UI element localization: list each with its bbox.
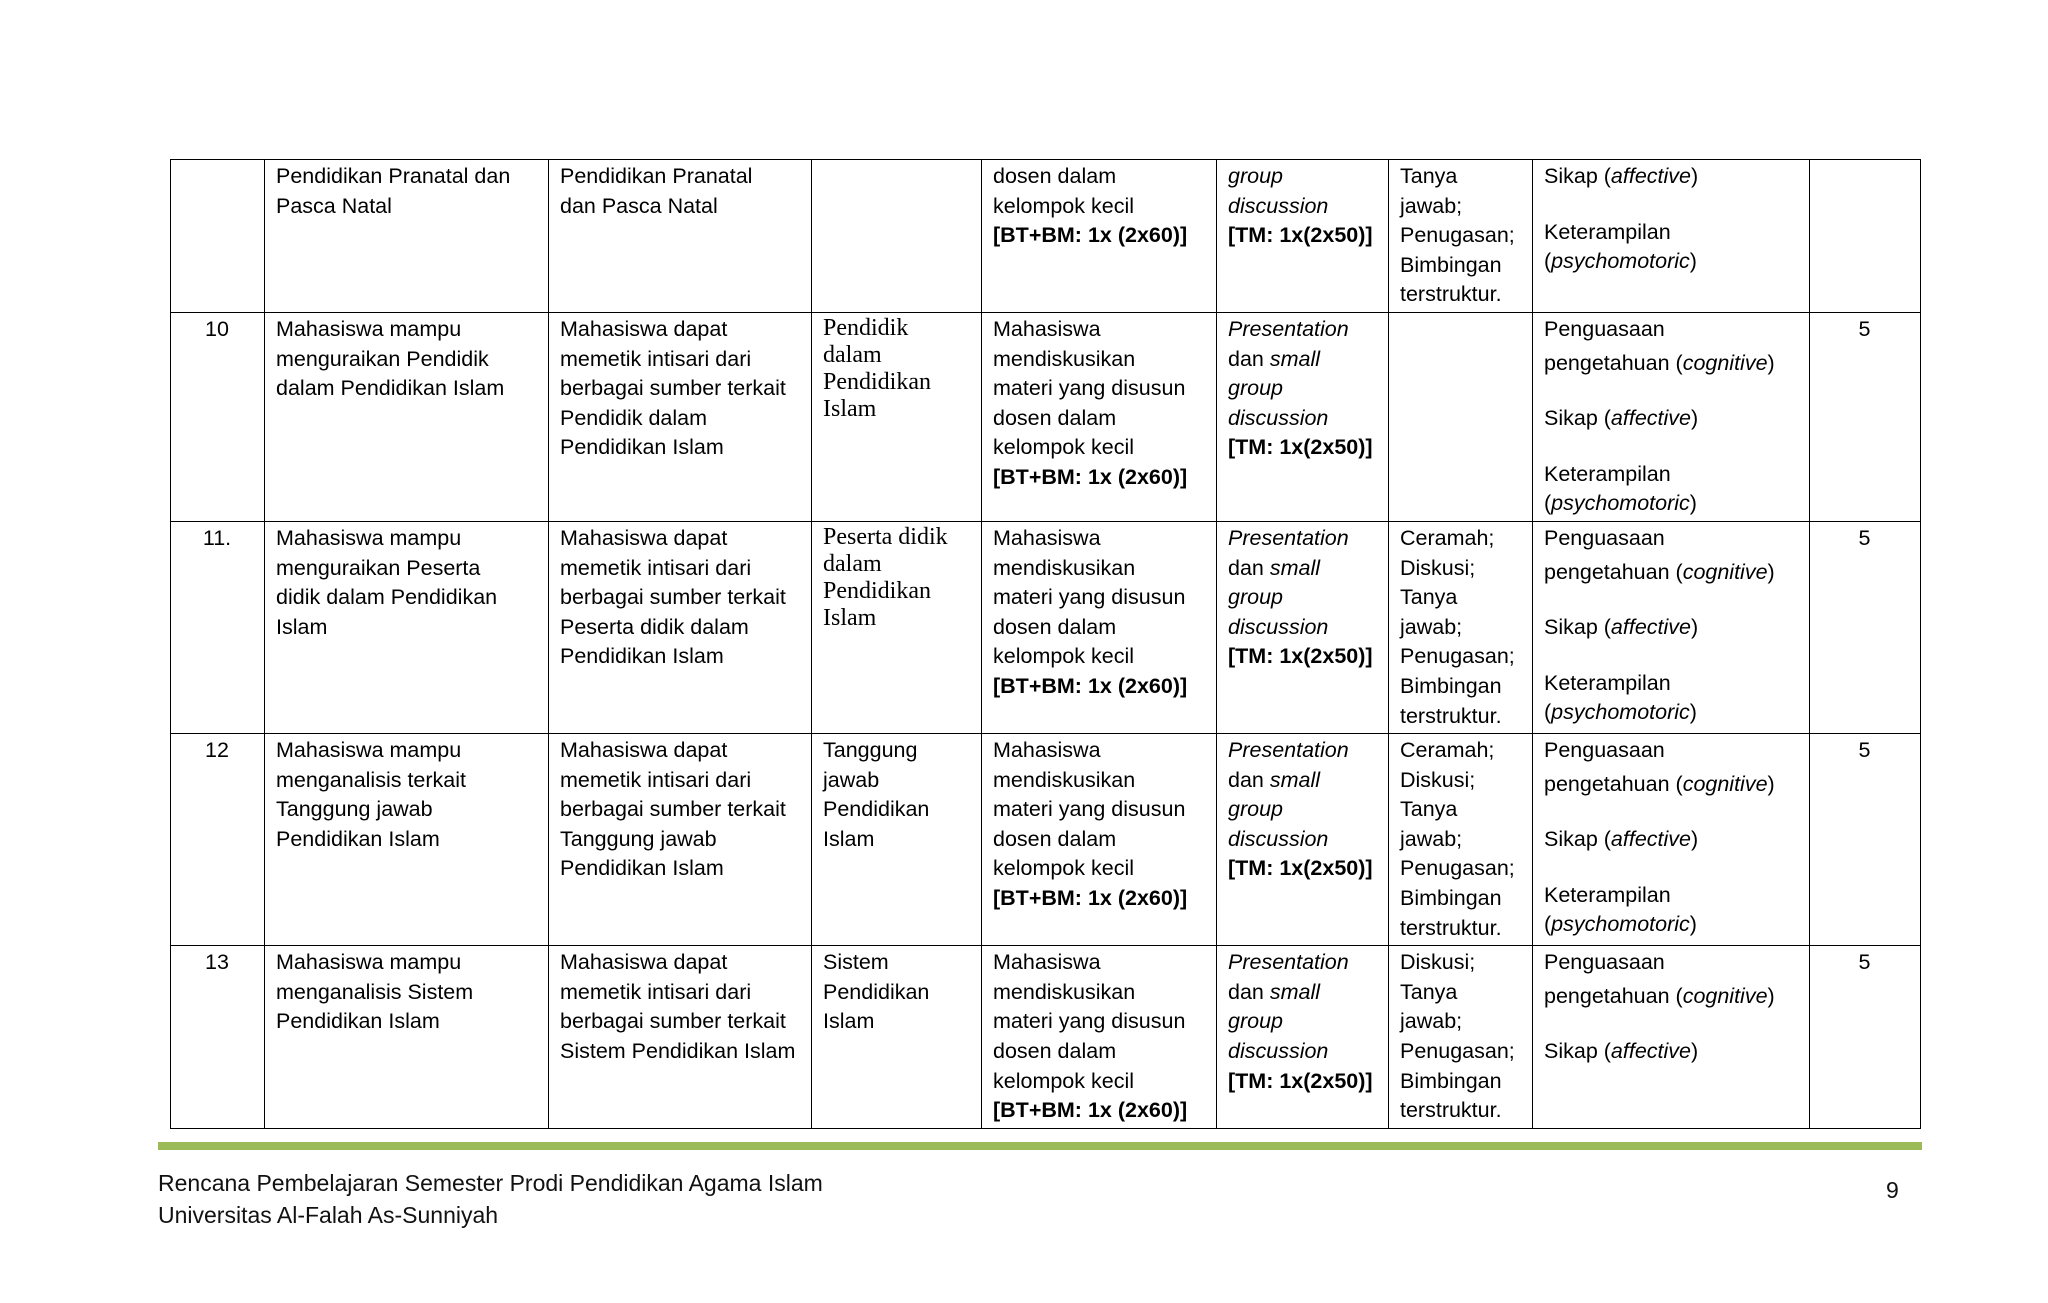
- cell-aspek: [1533, 521, 1810, 733]
- media-line: [1228, 162, 1376, 192]
- aspek-line-italic: affective: [1610, 827, 1691, 852]
- aspek-line: [1544, 613, 1797, 643]
- capaian-line: Mahasiswa mampu: [276, 950, 462, 975]
- media-line-italic: small: [1269, 346, 1321, 371]
- cell-bobot: [1810, 521, 1921, 733]
- cell-bobot: [1810, 946, 1921, 1129]
- materi-line: Islam: [823, 1009, 875, 1034]
- materi-line: Pendidikan: [823, 797, 930, 822]
- indikator-line: Pendidikan Islam: [560, 856, 724, 881]
- aspek-line-text: pengetahuan (: [1544, 983, 1683, 1008]
- bobot-value: 5: [1858, 738, 1871, 763]
- metode-line: kelompok kecil: [993, 1068, 1134, 1093]
- capaian-line: Pendidikan Islam: [276, 826, 440, 851]
- teknik-line: Bimbingan: [1400, 886, 1502, 911]
- capaian-line: Mahasiswa mampu: [276, 738, 462, 763]
- aspek-line-text: Keterampilan: [1544, 461, 1671, 486]
- aspek-line-text: ): [1767, 771, 1775, 796]
- capaian-line: Pendidikan Pranatal dan: [276, 164, 511, 188]
- cell-indikator: [549, 946, 812, 1129]
- metode-line: Mahasiswa: [993, 738, 1101, 763]
- cell-materi: [812, 521, 982, 733]
- metode-line: kelompok kecil: [993, 644, 1134, 669]
- media-line-italic: group: [1228, 797, 1283, 822]
- teknik-line: Bimbingan: [1400, 1068, 1502, 1093]
- teknik-line: Bimbingan: [1400, 252, 1502, 277]
- aspek-line: [1544, 982, 1797, 1012]
- metode-line: Mahasiswa: [993, 525, 1101, 550]
- aspek-line-text: Sikap (: [1544, 1039, 1611, 1064]
- cell-indikator: [549, 160, 812, 313]
- teknik-line: Diskusi;: [1400, 767, 1476, 792]
- indikator-line: Pendidik dalam: [560, 405, 708, 430]
- media-line: [1228, 1007, 1376, 1037]
- cell-teknik: [1389, 521, 1533, 733]
- aspek-line-italic: cognitive: [1682, 771, 1768, 796]
- capaian-line: menguraikan Peserta: [276, 555, 481, 580]
- spacer: [1544, 855, 1797, 881]
- cell-no: [171, 160, 265, 313]
- teknik-line: jawab;: [1400, 614, 1463, 639]
- teknik-line: Diskusi;: [1400, 555, 1476, 580]
- row-number: 12: [205, 738, 229, 763]
- metode-line: Mahasiswa: [993, 316, 1101, 341]
- cell-no: [171, 312, 265, 521]
- aspek-line-italic: cognitive: [1682, 983, 1768, 1008]
- materi-line: dalam: [823, 550, 882, 577]
- aspek-line: [1544, 460, 1797, 490]
- aspek-line: [1544, 247, 1797, 277]
- media-line-italic: small: [1269, 979, 1321, 1004]
- metode-line: Mahasiswa: [993, 950, 1101, 975]
- metode-time: [BT+BM: 1x (2x60)]: [993, 223, 1188, 248]
- indikator-line: berbagai sumber terkait: [560, 376, 786, 401]
- bobot-value: 5: [1858, 950, 1871, 975]
- media-line: [1228, 948, 1376, 978]
- teknik-line: Tanya: [1400, 979, 1458, 1004]
- aspek-line: [1544, 162, 1797, 192]
- cell-metode: [982, 734, 1217, 946]
- media-line-italic: discussion: [1228, 405, 1329, 430]
- aspek-line-text: Penguasaan: [1544, 316, 1665, 341]
- cell-media: [1217, 734, 1389, 946]
- media-line: [1228, 613, 1376, 643]
- aspek-line: [1544, 948, 1797, 978]
- metode-line: materi yang disusun: [993, 797, 1186, 822]
- teknik-line: terstruktur.: [1400, 703, 1502, 728]
- media-line-italic: discussion: [1228, 826, 1329, 851]
- aspek-line-text: ): [1691, 406, 1699, 431]
- capaian-line: Islam: [276, 614, 328, 639]
- cell-bobot: [1810, 312, 1921, 521]
- cell-teknik: [1389, 734, 1533, 946]
- aspek-line: [1544, 881, 1797, 911]
- materi-line: Pendidikan: [823, 368, 931, 395]
- indikator-line: Peserta didik dalam: [560, 614, 749, 639]
- teknik-line: jawab;: [1400, 1009, 1463, 1034]
- capaian-line: Mahasiswa mampu: [276, 316, 462, 341]
- indikator-line: Sistem Pendidikan Islam: [560, 1039, 796, 1064]
- footer-line-program: Rencana Pembelajaran Semester Prodi Pendidikan Agama Islam: [158, 1170, 823, 1196]
- cell-aspek: [1533, 312, 1810, 521]
- metode-time: [BT+BM: 1x (2x60)]: [993, 886, 1188, 911]
- aspek-line-text: Keterampilan: [1544, 670, 1671, 695]
- cell-metode: [982, 521, 1217, 733]
- aspek-line-text: Sikap (: [1544, 615, 1611, 640]
- materi-line: Peserta didik: [823, 523, 948, 550]
- indikator-line: Pendidikan Islam: [560, 644, 724, 669]
- aspek-line: [1544, 315, 1797, 345]
- aspek-line: [1544, 404, 1797, 434]
- cell-no: [171, 734, 265, 946]
- materi-line: Islam: [823, 395, 877, 422]
- spacer: [1544, 192, 1797, 218]
- capaian-line: dalam Pendidikan Islam: [276, 376, 505, 401]
- media-line-italic: small: [1269, 555, 1321, 580]
- cell-media: [1217, 312, 1389, 521]
- materi-line: Sistem: [823, 950, 889, 975]
- row-number: 11.: [202, 525, 232, 550]
- aspek-line: [1544, 218, 1797, 248]
- aspek-line-text: Sikap (: [1544, 827, 1611, 852]
- aspek-line: [1544, 910, 1797, 940]
- cell-no: [171, 521, 265, 733]
- table-row: [171, 521, 1921, 733]
- footer-rule: [158, 1142, 1922, 1150]
- cell-capaian: [265, 946, 549, 1129]
- aspek-line-text: (: [1544, 249, 1552, 274]
- media-line-text: dan: [1228, 767, 1270, 792]
- indikator-line: Tanggung jawab: [560, 826, 717, 851]
- table-row: [171, 160, 1921, 313]
- aspek-line-text: ): [1689, 249, 1697, 274]
- teknik-line: Penugasan;: [1400, 223, 1515, 248]
- aspek-line-text: ): [1689, 912, 1697, 937]
- teknik-line: Tanya: [1400, 164, 1458, 188]
- teknik-line: terstruktur.: [1400, 1098, 1502, 1123]
- metode-line: mendiskusikan: [993, 767, 1136, 792]
- cell-materi: [812, 946, 982, 1129]
- indikator-line: memetik intisari dari: [560, 555, 752, 580]
- media-line-italic: Presentation: [1228, 738, 1349, 763]
- media-time: [TM: 1x(2x50)]: [1228, 1068, 1373, 1093]
- aspek-line: [1544, 1037, 1797, 1067]
- aspek-line: [1544, 825, 1797, 855]
- cell-indikator: [549, 312, 812, 521]
- cell-metode: [982, 160, 1217, 313]
- indikator-line: berbagai sumber terkait: [560, 797, 786, 822]
- aspek-line: [1544, 736, 1797, 766]
- metode-line: dosen dalam: [993, 614, 1117, 639]
- teknik-line: terstruktur.: [1400, 915, 1502, 940]
- spacer: [1544, 378, 1797, 404]
- capaian-line: menguraikan Pendidik: [276, 346, 489, 371]
- cell-metode: [982, 312, 1217, 521]
- media-line-italic: small: [1269, 767, 1321, 792]
- aspek-line-italic: psychomotoric: [1551, 491, 1690, 516]
- media-line: [1228, 554, 1376, 584]
- aspek-line-text: Sikap (: [1544, 406, 1611, 431]
- capaian-line: Mahasiswa mampu: [276, 525, 462, 550]
- cell-teknik: [1389, 312, 1533, 521]
- media-line-italic: discussion: [1228, 614, 1329, 639]
- media-line: [1228, 524, 1376, 554]
- page-number: 9: [1886, 1177, 1899, 1203]
- capaian-line: Tanggung jawab: [276, 797, 433, 822]
- aspek-line: [1544, 770, 1797, 800]
- materi-line: Pendidikan: [823, 979, 930, 1004]
- cell-metode: [982, 946, 1217, 1129]
- aspek-line-italic: affective: [1610, 406, 1691, 431]
- aspek-line-text: ): [1691, 1039, 1699, 1064]
- metode-line: materi yang disusun: [993, 1009, 1186, 1034]
- media-line: [1228, 795, 1376, 825]
- media-line: [1228, 583, 1376, 613]
- aspek-line-text: pengetahuan (: [1544, 771, 1683, 796]
- cell-media: [1217, 946, 1389, 1129]
- metode-line: dosen dalam: [993, 1039, 1117, 1064]
- materi-line: Tanggung: [823, 738, 918, 763]
- cell-indikator: [549, 734, 812, 946]
- aspek-line: [1544, 349, 1797, 379]
- cell-capaian: [265, 521, 549, 733]
- media-line-italic: group: [1228, 376, 1283, 401]
- spacer: [1544, 643, 1797, 669]
- aspek-line: [1544, 489, 1797, 519]
- metode-line: mendiskusikan: [993, 346, 1136, 371]
- media-line: [1228, 978, 1376, 1008]
- aspek-line-text: Penguasaan: [1544, 525, 1665, 550]
- teknik-line: Penugasan;: [1400, 644, 1515, 669]
- capaian-line: Pendidikan Islam: [276, 1009, 440, 1034]
- metode-line: kelompok kecil: [993, 856, 1134, 881]
- materi-line: Pendidikan: [823, 577, 931, 604]
- capaian-line: didik dalam Pendidikan: [276, 585, 498, 610]
- aspek-line-text: ): [1767, 559, 1775, 584]
- cell-teknik: [1389, 946, 1533, 1129]
- cell-bobot: [1810, 160, 1921, 313]
- cell-no: [171, 946, 265, 1129]
- aspek-line-italic: affective: [1610, 1039, 1691, 1064]
- aspek-line-italic: affective: [1610, 164, 1691, 188]
- materi-line: jawab: [823, 767, 880, 792]
- indikator-line: Pendidikan Pranatal: [560, 164, 753, 188]
- media-line-italic: discussion: [1228, 193, 1329, 218]
- media-time: [TM: 1x(2x50)]: [1228, 223, 1373, 248]
- cell-media: [1217, 160, 1389, 313]
- materi-line: dalam: [823, 341, 882, 368]
- cell-teknik: [1389, 160, 1533, 313]
- indikator-line: berbagai sumber terkait: [560, 1009, 786, 1034]
- metode-time: [BT+BM: 1x (2x60)]: [993, 1098, 1188, 1123]
- cell-materi: [812, 160, 982, 313]
- cell-aspek: [1533, 160, 1810, 313]
- capaian-line: menganalisis terkait: [276, 767, 467, 792]
- spacer: [1544, 1011, 1797, 1037]
- indikator-line: Mahasiswa dapat: [560, 316, 728, 341]
- teknik-line: jawab;: [1400, 193, 1463, 218]
- media-line-italic: Presentation: [1228, 316, 1349, 341]
- aspek-line: [1544, 558, 1797, 588]
- teknik-line: Penugasan;: [1400, 1039, 1515, 1064]
- metode-line: dosen dalam: [993, 164, 1117, 188]
- aspek-line-text: ): [1691, 615, 1699, 640]
- table-row: [171, 312, 1921, 521]
- cell-capaian: [265, 312, 549, 521]
- media-line-text: dan: [1228, 555, 1270, 580]
- aspek-line-italic: psychomotoric: [1551, 700, 1690, 725]
- cell-aspek: [1533, 734, 1810, 946]
- indikator-line: Mahasiswa dapat: [560, 738, 728, 763]
- aspek-line-text: (: [1544, 912, 1552, 937]
- aspek-line: [1544, 698, 1797, 728]
- cell-indikator: [549, 521, 812, 733]
- indikator-line: berbagai sumber terkait: [560, 585, 786, 610]
- aspek-line: [1544, 669, 1797, 699]
- cell-capaian: [265, 734, 549, 946]
- teknik-line: jawab;: [1400, 826, 1463, 851]
- aspek-line-italic: cognitive: [1682, 559, 1768, 584]
- media-line: [1228, 345, 1376, 375]
- indikator-line: Pendidikan Islam: [560, 435, 724, 460]
- teknik-line: Diskusi;: [1400, 950, 1476, 975]
- media-line: [1228, 766, 1376, 796]
- teknik-line: Bimbingan: [1400, 673, 1502, 698]
- footer-line-university: Universitas Al-Falah As-Sunniyah: [158, 1202, 499, 1228]
- aspek-line-text: ): [1767, 350, 1775, 375]
- media-time: [TM: 1x(2x50)]: [1228, 435, 1373, 460]
- metode-line: materi yang disusun: [993, 376, 1186, 401]
- aspek-line-text: Penguasaan: [1544, 950, 1665, 975]
- table-row: [171, 734, 1921, 946]
- metode-time: [BT+BM: 1x (2x60)]: [993, 673, 1188, 698]
- cell-materi: [812, 312, 982, 521]
- bobot-value: 5: [1858, 316, 1871, 341]
- materi-line: Islam: [823, 826, 875, 851]
- media-line-italic: Presentation: [1228, 950, 1349, 975]
- metode-line: materi yang disusun: [993, 585, 1186, 610]
- metode-line: dosen dalam: [993, 826, 1117, 851]
- spacer: [1544, 434, 1797, 460]
- media-line-italic: discussion: [1228, 1039, 1329, 1064]
- row-number: 13: [205, 950, 229, 975]
- metode-time: [BT+BM: 1x (2x60)]: [993, 464, 1188, 489]
- media-line-text: dan: [1228, 346, 1270, 371]
- indikator-line: memetik intisari dari: [560, 979, 752, 1004]
- aspek-line-text: ): [1691, 827, 1699, 852]
- teknik-line: Tanya: [1400, 797, 1458, 822]
- cell-aspek: [1533, 946, 1810, 1129]
- footer: [158, 1167, 823, 1231]
- aspek-line-text: Keterampilan: [1544, 219, 1671, 244]
- row-number: 10: [205, 316, 229, 341]
- rps-table: [170, 159, 1921, 1129]
- capaian-line: menganalisis Sistem: [276, 979, 474, 1004]
- media-line: [1228, 192, 1376, 222]
- metode-line: mendiskusikan: [993, 979, 1136, 1004]
- aspek-line-text: ): [1689, 700, 1697, 725]
- aspek-line-italic: psychomotoric: [1551, 249, 1690, 274]
- aspek-line-text: (: [1544, 491, 1552, 516]
- materi-line: Islam: [823, 604, 877, 631]
- teknik-line: Tanya: [1400, 585, 1458, 610]
- indikator-line: dan Pasca Natal: [560, 193, 718, 218]
- aspek-line-text: Sikap (: [1544, 164, 1611, 188]
- materi-line: Pendidik: [823, 314, 909, 341]
- aspek-line-text: ): [1691, 164, 1699, 188]
- aspek-line-italic: affective: [1610, 615, 1691, 640]
- cell-capaian: [265, 160, 549, 313]
- teknik-line: Ceramah;: [1400, 738, 1495, 763]
- media-line-text: dan: [1228, 979, 1270, 1004]
- spacer: [1544, 587, 1797, 613]
- metode-line: kelompok kecil: [993, 193, 1134, 218]
- aspek-line-text: (: [1544, 700, 1552, 725]
- indikator-line: Mahasiswa dapat: [560, 950, 728, 975]
- aspek-line-text: Keterampilan: [1544, 882, 1671, 907]
- aspek-line-italic: psychomotoric: [1551, 912, 1690, 937]
- media-line-italic: group: [1228, 585, 1283, 610]
- metode-line: mendiskusikan: [993, 555, 1136, 580]
- aspek-line-text: ): [1689, 491, 1697, 516]
- indikator-line: memetik intisari dari: [560, 346, 752, 371]
- media-line: [1228, 825, 1376, 855]
- aspek-line-italic: cognitive: [1682, 350, 1768, 375]
- teknik-line: Penugasan;: [1400, 856, 1515, 881]
- media-line: [1228, 374, 1376, 404]
- media-line-italic: group: [1228, 1009, 1283, 1034]
- media-line: [1228, 315, 1376, 345]
- indikator-line: Mahasiswa dapat: [560, 525, 728, 550]
- metode-line: dosen dalam: [993, 405, 1117, 430]
- aspek-line: [1544, 524, 1797, 554]
- aspek-line-text: Penguasaan: [1544, 738, 1665, 763]
- rps-table-body: [171, 160, 1921, 1129]
- aspek-line-text: pengetahuan (: [1544, 559, 1683, 584]
- spacer: [1544, 799, 1797, 825]
- teknik-line: terstruktur.: [1400, 282, 1502, 307]
- cell-bobot: [1810, 734, 1921, 946]
- media-line: [1228, 404, 1376, 434]
- cell-materi: [812, 734, 982, 946]
- media-line-italic: group: [1228, 164, 1283, 188]
- metode-line: kelompok kecil: [993, 435, 1134, 460]
- media-time: [TM: 1x(2x50)]: [1228, 644, 1373, 669]
- media-line: [1228, 736, 1376, 766]
- capaian-line: Pasca Natal: [276, 193, 392, 218]
- media-line-italic: Presentation: [1228, 525, 1349, 550]
- aspek-line-text: pengetahuan (: [1544, 350, 1683, 375]
- table-row: [171, 946, 1921, 1129]
- cell-media: [1217, 521, 1389, 733]
- indikator-line: memetik intisari dari: [560, 767, 752, 792]
- bobot-value: 5: [1858, 525, 1871, 550]
- teknik-line: Ceramah;: [1400, 525, 1495, 550]
- media-time: [TM: 1x(2x50)]: [1228, 856, 1373, 881]
- media-line: [1228, 1037, 1376, 1067]
- aspek-line-text: ): [1767, 983, 1775, 1008]
